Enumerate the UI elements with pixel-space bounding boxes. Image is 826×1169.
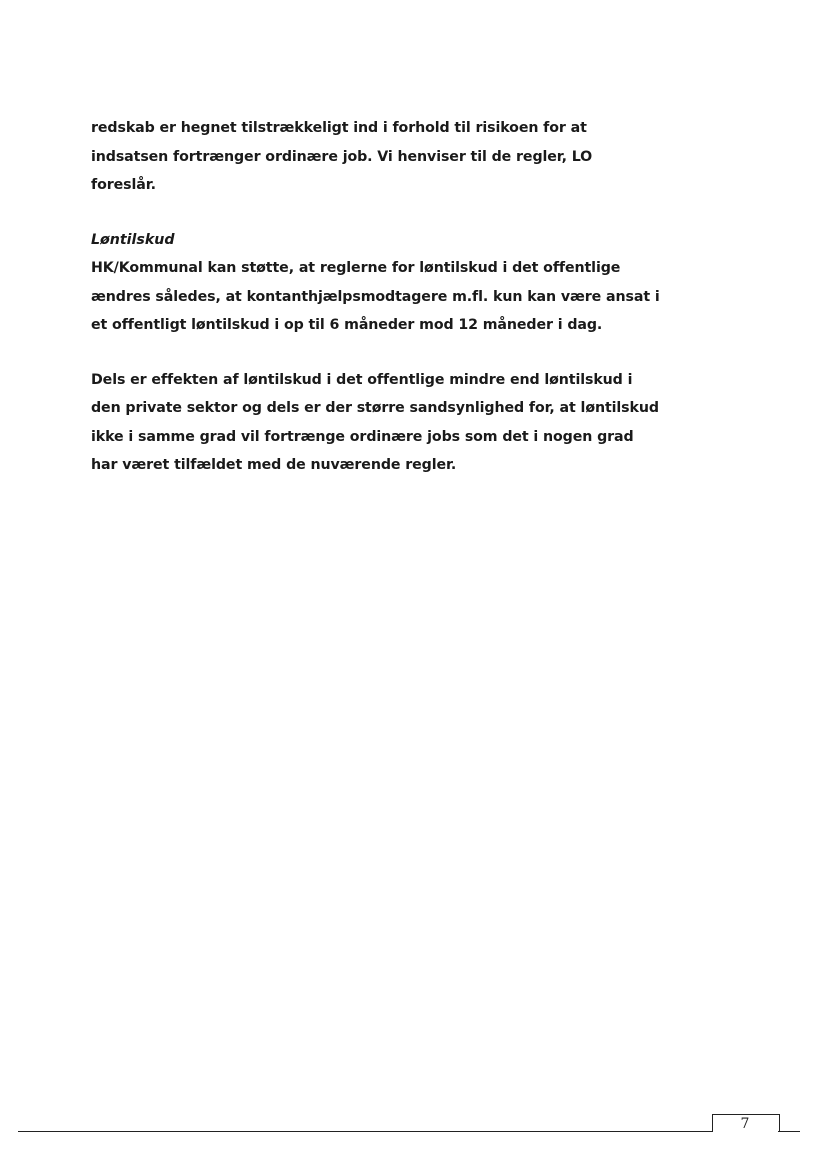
paragraph-spacer — [91, 200, 651, 226]
text-line: HK/Kommunal kan støtte, at reglerne for løntilskud i det offentlige — [91, 260, 621, 276]
text-line: har været tilfældet med de nuværende regler. — [91, 457, 457, 473]
text-line: et offentligt løntilskud i op til 6 måneder mod 12 måneder i dag. — [91, 317, 603, 333]
text-line: indsatsen fortrænger ordinære job. Vi henviser til de regler, LO — [91, 148, 593, 165]
text-line: redskab er hegnet tilstrækkeligt ind i forhold til risikoen for at — [91, 120, 587, 136]
paragraph-2 — [91, 254, 660, 340]
page-number: 7 — [740, 1116, 750, 1132]
section-heading: Løntilskud — [91, 231, 175, 248]
footer-rule-right — [778, 1131, 800, 1132]
text-line: den private sektor og dels er der større sandsynlighed for, at løntilskud — [91, 400, 659, 416]
text-line: ikke i samme grad vil fortrænge ordinære jobs som det i nogen grad — [91, 428, 634, 445]
paragraph-3 — [91, 366, 659, 480]
paragraph-spacer — [91, 340, 651, 366]
text-line: Dels er effekten af løntilskud i det offentlige mindre end løntilskud i — [91, 371, 633, 388]
footer-rule-left — [18, 1131, 712, 1132]
document-body — [91, 114, 660, 480]
text-line: foreslår. — [91, 177, 156, 193]
text-line: ændres således, at kontanthjælpsmodtagere m.fl. kun kan være ansat i — [91, 288, 660, 305]
paragraph-1 — [91, 114, 651, 200]
